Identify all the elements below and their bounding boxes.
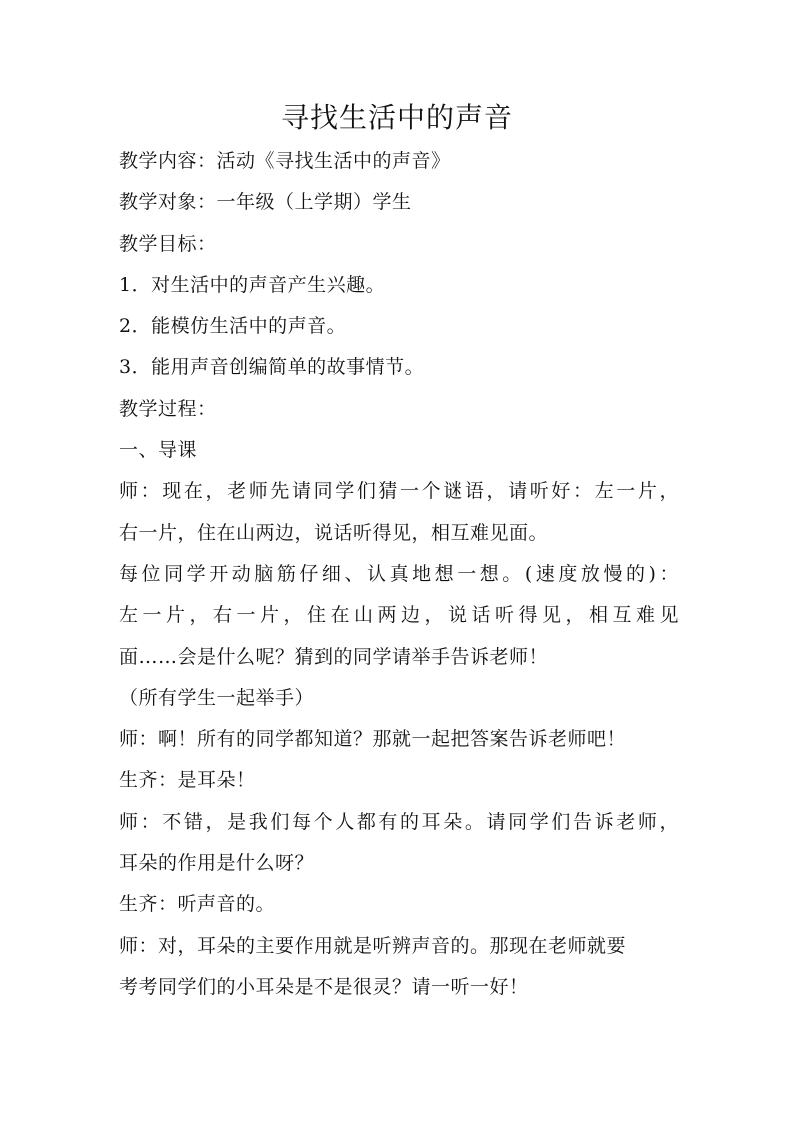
text-line: （所有学生一起举手） (119, 686, 315, 709)
text-line: 面……会是什么呢？猜到的同学请举手告诉老师！ (119, 645, 549, 668)
document-body (119, 141, 679, 1008)
text-line: 耳朵的作用是什么呀？ (119, 852, 315, 875)
text-line: 一、导课 (119, 439, 198, 462)
text-line: 每位同学开动脑筋仔细、认真地想一想。(速度放慢的)： (119, 562, 679, 585)
text-line: 2．能模仿生活中的声音。 (119, 315, 347, 338)
text-line: 师：不错，是我们每个人都有的耳朵。请同学们告诉老师， (119, 810, 679, 833)
text-line: 教学目标： (119, 232, 217, 255)
text-line: 教学过程： (119, 397, 217, 420)
text-line: 教学对象：一年级（上学期）学生 (119, 191, 412, 214)
text-line: 3．能用声音创编简单的故事情节。 (119, 356, 425, 379)
text-line: 师：啊！所有的同学都知道？那就一起把答案告诉老师吧！ (119, 728, 627, 751)
text-line: 教学内容：活动《寻找生活中的声音》 (119, 150, 451, 172)
text-line: 生齐：是耳朵！ (119, 769, 256, 792)
text-line: 左一片，右一片，住在山两边，说话听得见，相互难见 (119, 604, 679, 627)
text-line: 1．对生活中的声音产生兴趣。 (119, 273, 386, 296)
text-line: 师：现在，老师先请同学们猜一个谜语，请听好：左一片， (119, 480, 679, 503)
text-line: 师：对，耳朵的主要作用就是听辨声音的。那现在老师就要 (119, 934, 627, 957)
document-title: 寻找生活中的声音 (280, 101, 513, 134)
text-line: 考考同学们的小耳朵是不是很灵？请一听一好！ (119, 975, 529, 998)
text-line: 生齐：听声音的。 (119, 893, 276, 916)
text-line: 右一片，住在山两边，说话听得见，相互难见面。 (119, 521, 549, 544)
